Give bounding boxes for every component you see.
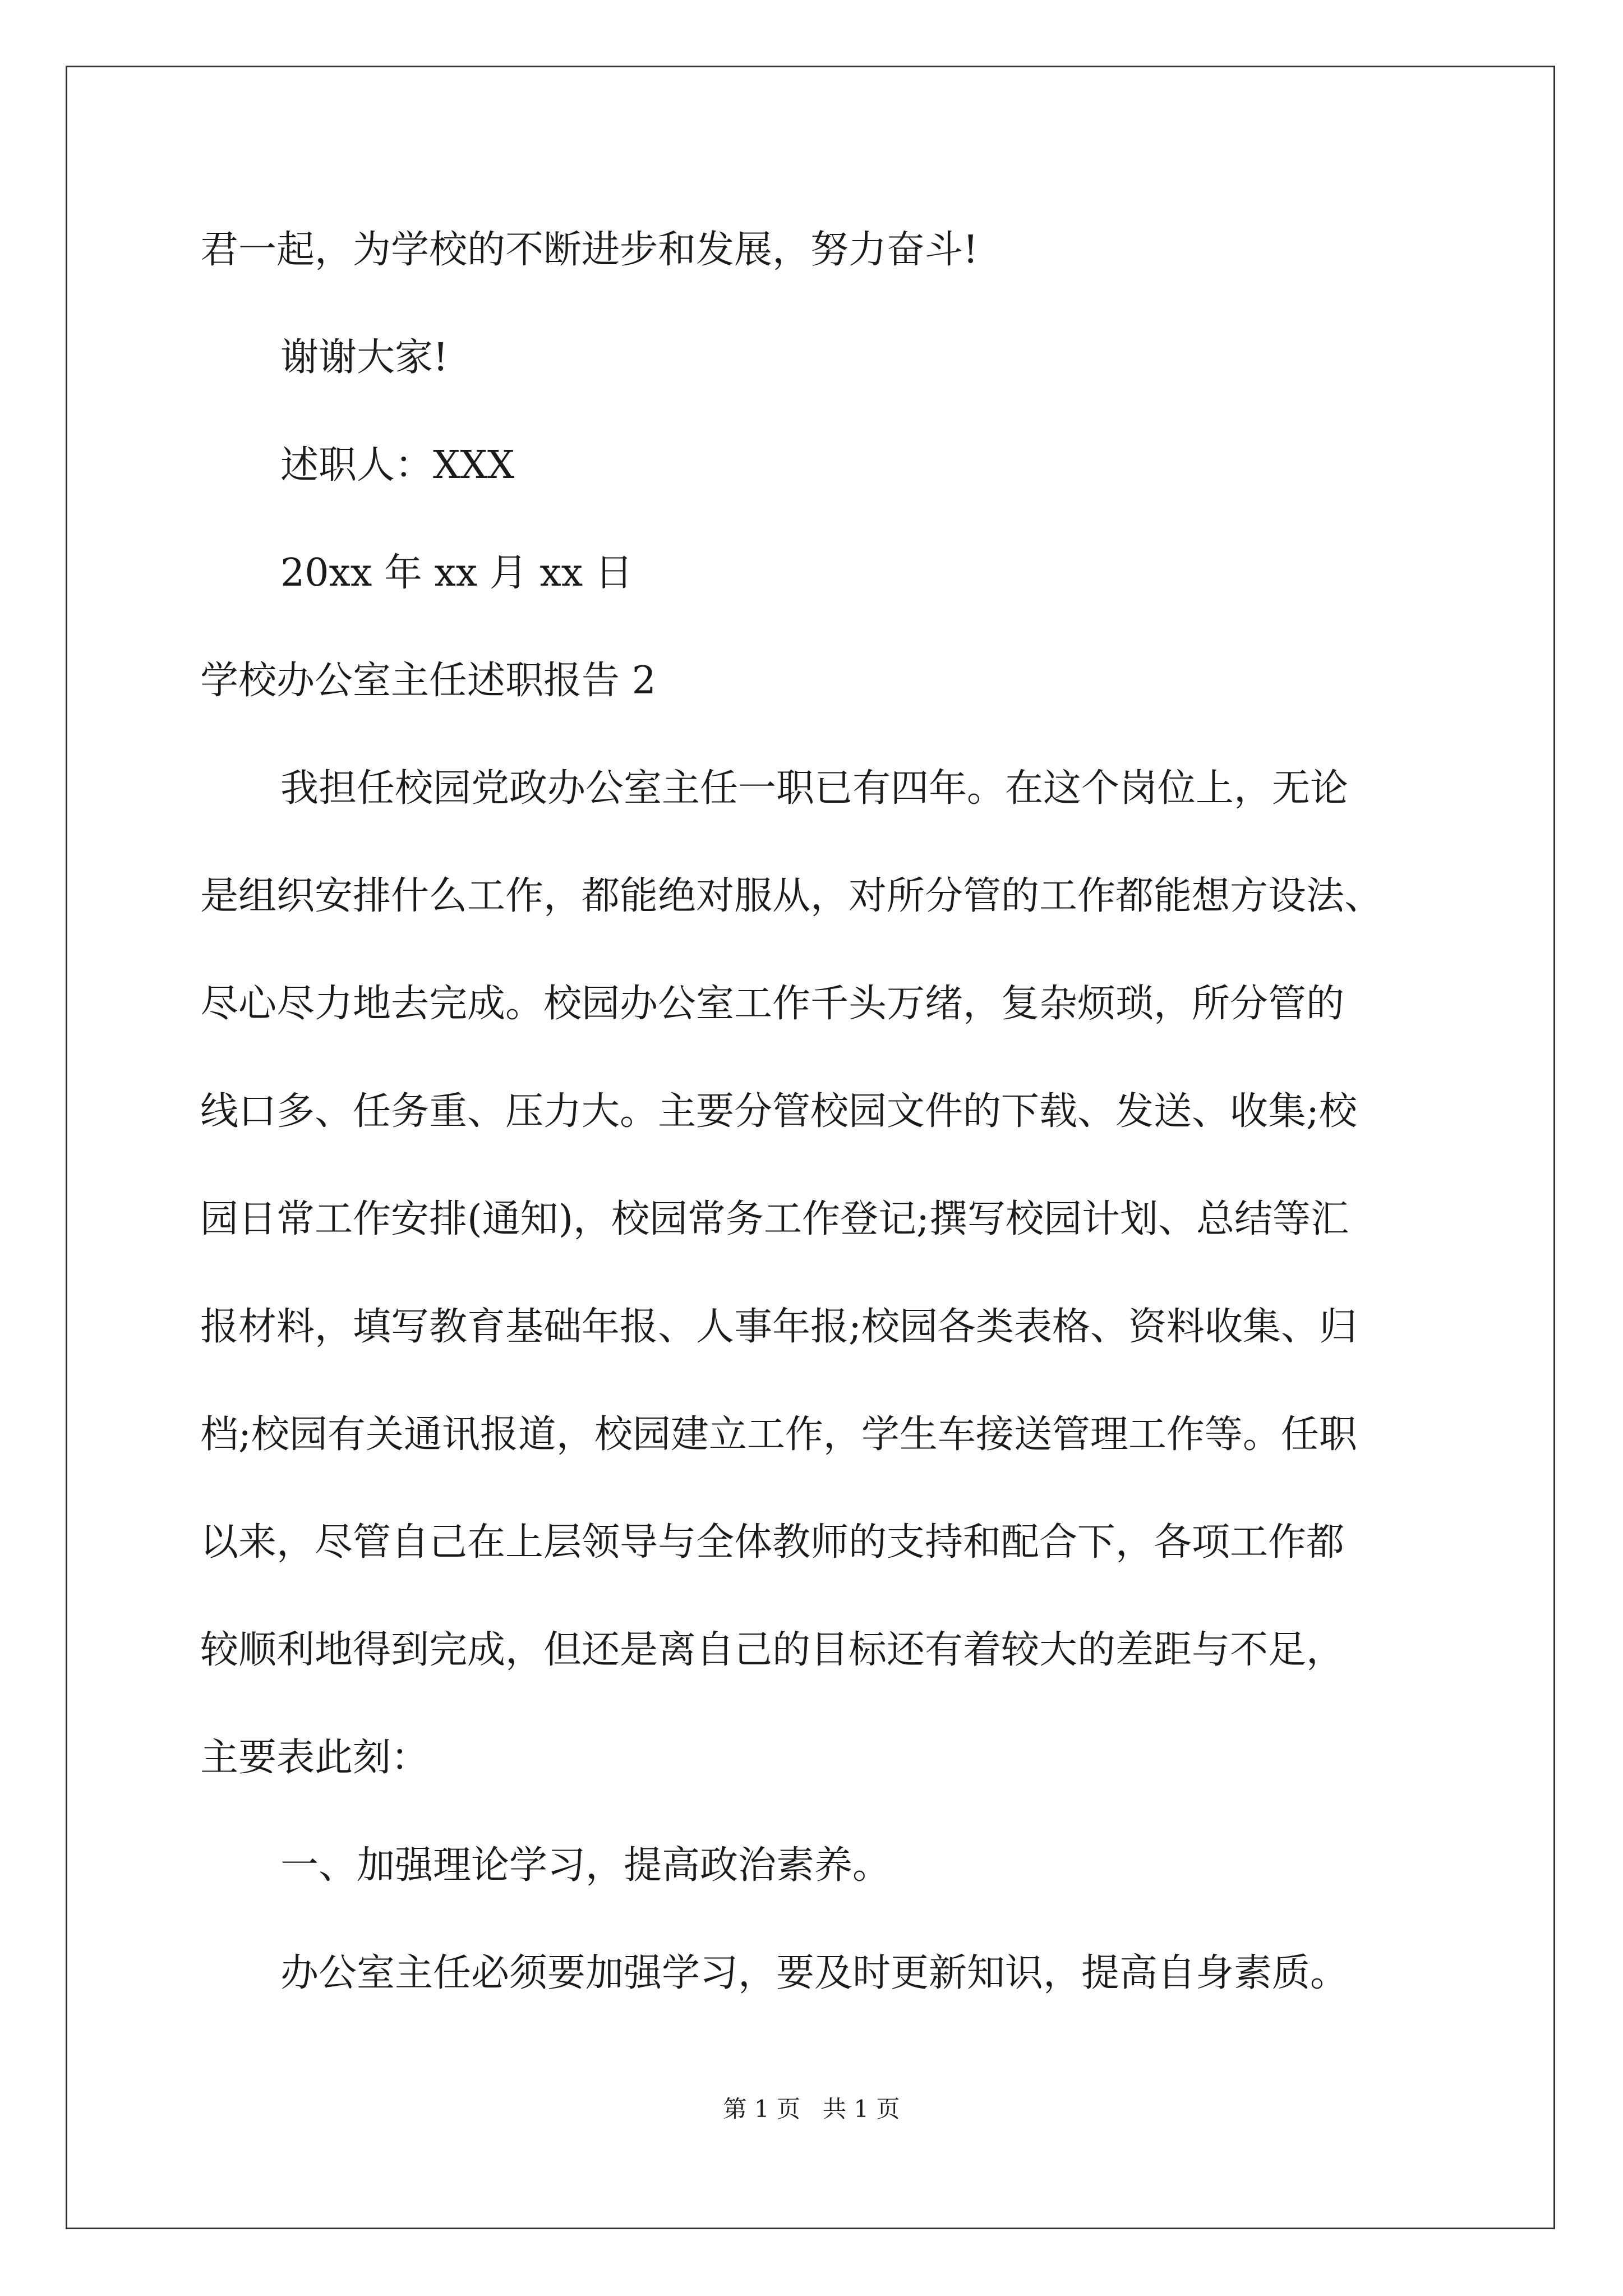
date-line: 20xx 年 xx 月 xx 日: [280, 551, 633, 595]
body-line: 尽心尽力地去完成。校园办公室工作千头万绪，复杂烦琐，所分管的: [200, 982, 1345, 1026]
body-line: 是组织安排什么工作，都能绝对服从，对所分管的工作都能想方设法、: [200, 874, 1383, 918]
body-line: 以来，尽管自己在上层领导与全体教师的支持和配合下，各项工作都: [200, 1520, 1345, 1565]
section-title: 学校办公室主任述职报告 2: [200, 659, 656, 703]
closing-thanks: 谢谢大家!: [280, 335, 449, 380]
body-line: 我担任校园党政办公室主任一职已有四年。在这个岗位上，无论: [280, 766, 1349, 811]
body-line: 档;校园有关通讯报道，校园建立工作，学生车接送管理工作等。任职: [200, 1412, 1357, 1457]
body-line: 园日常工作安排(通知)，校园常务工作登记;撰写校园计划、总结等汇: [200, 1197, 1349, 1241]
body-line: 线口多、任务重、压力大。主要分管校园文件的下载、发送、收集;校: [200, 1089, 1357, 1134]
body-line: 君一起，为学校的不断进步和发展，努力奋斗!: [200, 228, 979, 272]
signature-line: 述职人：XXX: [280, 443, 515, 487]
page-border: [66, 66, 1555, 2229]
body-line: 报材料，填写教育基础年报、人事年报;校园各类表格、资料收集、归: [200, 1305, 1357, 1349]
page-footer: 第 1 页 共 1 页: [723, 2095, 900, 2123]
body-line: 办公室主任必须要加强学习，要及时更新知识，提高自身素质。: [280, 1951, 1349, 1995]
subheading: 一、加强理论学习，提高政治素养。: [280, 1843, 891, 1888]
body-line: 较顺利地得到完成，但还是离自己的目标还有着较大的差距与不足，: [200, 1628, 1345, 1672]
body-line: 主要表此刻：: [200, 1736, 430, 1780]
